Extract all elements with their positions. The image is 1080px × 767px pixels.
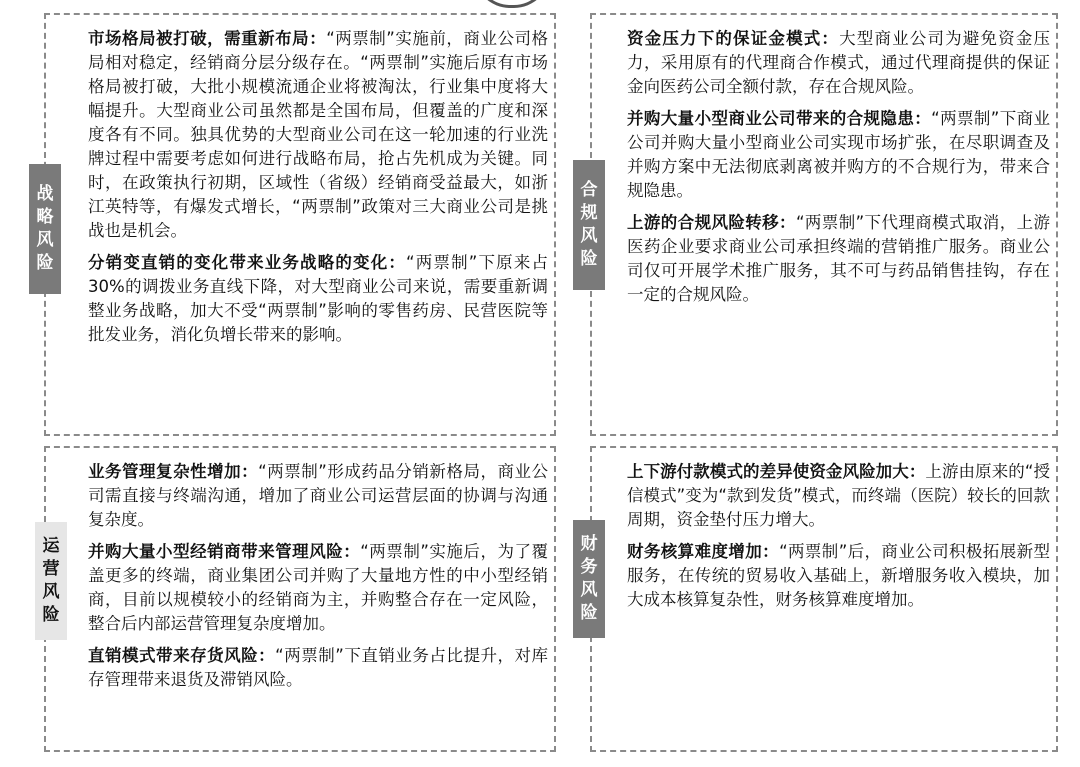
risk-item-body: “两票制”形成药品分销新格局，商业公司需直接与终端沟通，增加了商业公司运营层面的协调与沟通复杂度。 bbox=[88, 462, 548, 529]
risk-item-body: “两票制”下原来占30%的调拨业务直线下降，对大型商业公司来说，需要重新调整业务战略，加大不受“两票制”影响的零售药房、民营医院等批发业务，消化负增长带来的影响。 bbox=[88, 253, 548, 344]
risk-item bbox=[627, 540, 1050, 612]
risk-item-heading: 财务核算难度增加： bbox=[627, 542, 780, 561]
risk-item-body: “两票制”下代理商模式取消，上游医药企业要求商业公司承担终端的营销推广服务。商业公司仅可开展学术推广服务，其不可与药品销售挂钩，存在一定的合规风险。 bbox=[627, 213, 1050, 304]
strategy-risk-tag bbox=[29, 164, 61, 294]
tag-char: 财 bbox=[580, 534, 598, 554]
finance-risk-tag bbox=[573, 520, 605, 638]
operation-risk-tag bbox=[35, 522, 67, 640]
risk-item-heading: 市场格局被打破，需重新布局： bbox=[88, 29, 327, 48]
risk-item-heading: 上游的合规风险转移： bbox=[627, 213, 796, 232]
tag-char: 风 bbox=[580, 226, 598, 246]
tag-char: 险 bbox=[42, 605, 60, 625]
tag-char: 风 bbox=[36, 230, 54, 250]
tag-char: 合 bbox=[580, 180, 598, 200]
tag-char: 险 bbox=[580, 603, 598, 623]
tag-char: 略 bbox=[36, 207, 54, 227]
risk-item bbox=[88, 644, 548, 692]
risk-item bbox=[627, 211, 1050, 307]
risk-item-body: 上游由原来的“授信模式”变为“款到发货”模式，而终端（医院）较长的回款周期，资金垫付压力增大。 bbox=[627, 462, 1050, 529]
center-connector-arc bbox=[474, 0, 550, 8]
risk-item bbox=[627, 460, 1050, 532]
tag-char: 风 bbox=[42, 582, 60, 602]
tag-char: 营 bbox=[42, 559, 60, 579]
compliance-risk-content bbox=[627, 27, 1050, 315]
operation-risk-content bbox=[88, 460, 548, 700]
risk-item-body: “两票制”实施后，为了覆盖更多的终端，商业集团公司并购了大量地方性的中小型经销商，目前以规模较小的经销商为主，并购整合存在一定风险，整合后内部运营管理复杂度增加。 bbox=[88, 542, 548, 633]
tag-char: 规 bbox=[580, 203, 598, 223]
strategy-risk-content bbox=[88, 27, 548, 355]
risk-item bbox=[627, 107, 1050, 203]
risk-item-heading: 上下游付款模式的差异使资金风险加大： bbox=[627, 462, 926, 481]
tag-char: 险 bbox=[580, 249, 598, 269]
risk-item bbox=[88, 460, 548, 532]
tag-char: 风 bbox=[580, 580, 598, 600]
risk-item-heading: 并购大量小型经销商带来管理风险： bbox=[88, 542, 361, 561]
risk-item-heading: 直销模式带来存货风险： bbox=[88, 646, 276, 665]
compliance-risk-tag bbox=[573, 160, 605, 290]
risk-item-body: “两票制”下直销业务占比提升，对库存管理带来退货及滞销风险。 bbox=[88, 646, 548, 689]
risk-item-heading: 资金压力下的保证金模式： bbox=[627, 29, 840, 48]
tag-char: 运 bbox=[42, 536, 60, 556]
risk-item bbox=[627, 27, 1050, 99]
risk-item-heading: 并购大量小型商业公司带来的合规隐患： bbox=[627, 109, 932, 128]
risk-item-heading: 业务管理复杂性增加： bbox=[88, 462, 259, 481]
tag-char: 务 bbox=[580, 557, 598, 577]
risk-item-body: “两票制”实施前，商业公司格局相对稳定，经销商分层分级存在。“两票制”实施后原有市场格局被打破，大批小规模流通企业将被淘汰，行业集中度将大幅提升。大型商业公司虽然都是全国布局，但覆盖的广度和深度各有不同。独具优势的大型商业公司在这一轮加速的行业洗牌过程中需要考虑如何进行战略布局，抢占先机成为关键。同时，在政策执行初期，区域性（省级）经销商受益最大，如浙江英特等，有爆发式增长，“两票制”政策对三大商业公司是挑战也是机会。 bbox=[88, 29, 548, 240]
tag-char: 险 bbox=[36, 253, 54, 273]
risk-item bbox=[88, 27, 548, 243]
risk-item-body: “两票制”后，商业公司积极拓展新型服务，在传统的贸易收入基础上，新增服务收入模块，加大成本核算复杂性，财务核算难度增加。 bbox=[627, 542, 1050, 609]
risk-item-body: 大型商业公司为避免资金压力，采用原有的代理商合作模式，通过代理商提供的保证金向医药公司全额付款，存在合规风险。 bbox=[627, 29, 1051, 96]
risk-item bbox=[88, 251, 548, 347]
risk-item bbox=[88, 540, 548, 636]
tag-char: 战 bbox=[36, 184, 54, 204]
risk-item-body: “两票制”下商业公司并购大量小型商业公司实现市场扩张，在尽职调查及并购方案中无法彻底剥离被并购方的不合规行为，带来合规隐患。 bbox=[627, 109, 1050, 200]
finance-risk-content bbox=[627, 460, 1050, 620]
risk-item-heading: 分销变直销的变化带来业务战略的变化： bbox=[88, 253, 407, 272]
